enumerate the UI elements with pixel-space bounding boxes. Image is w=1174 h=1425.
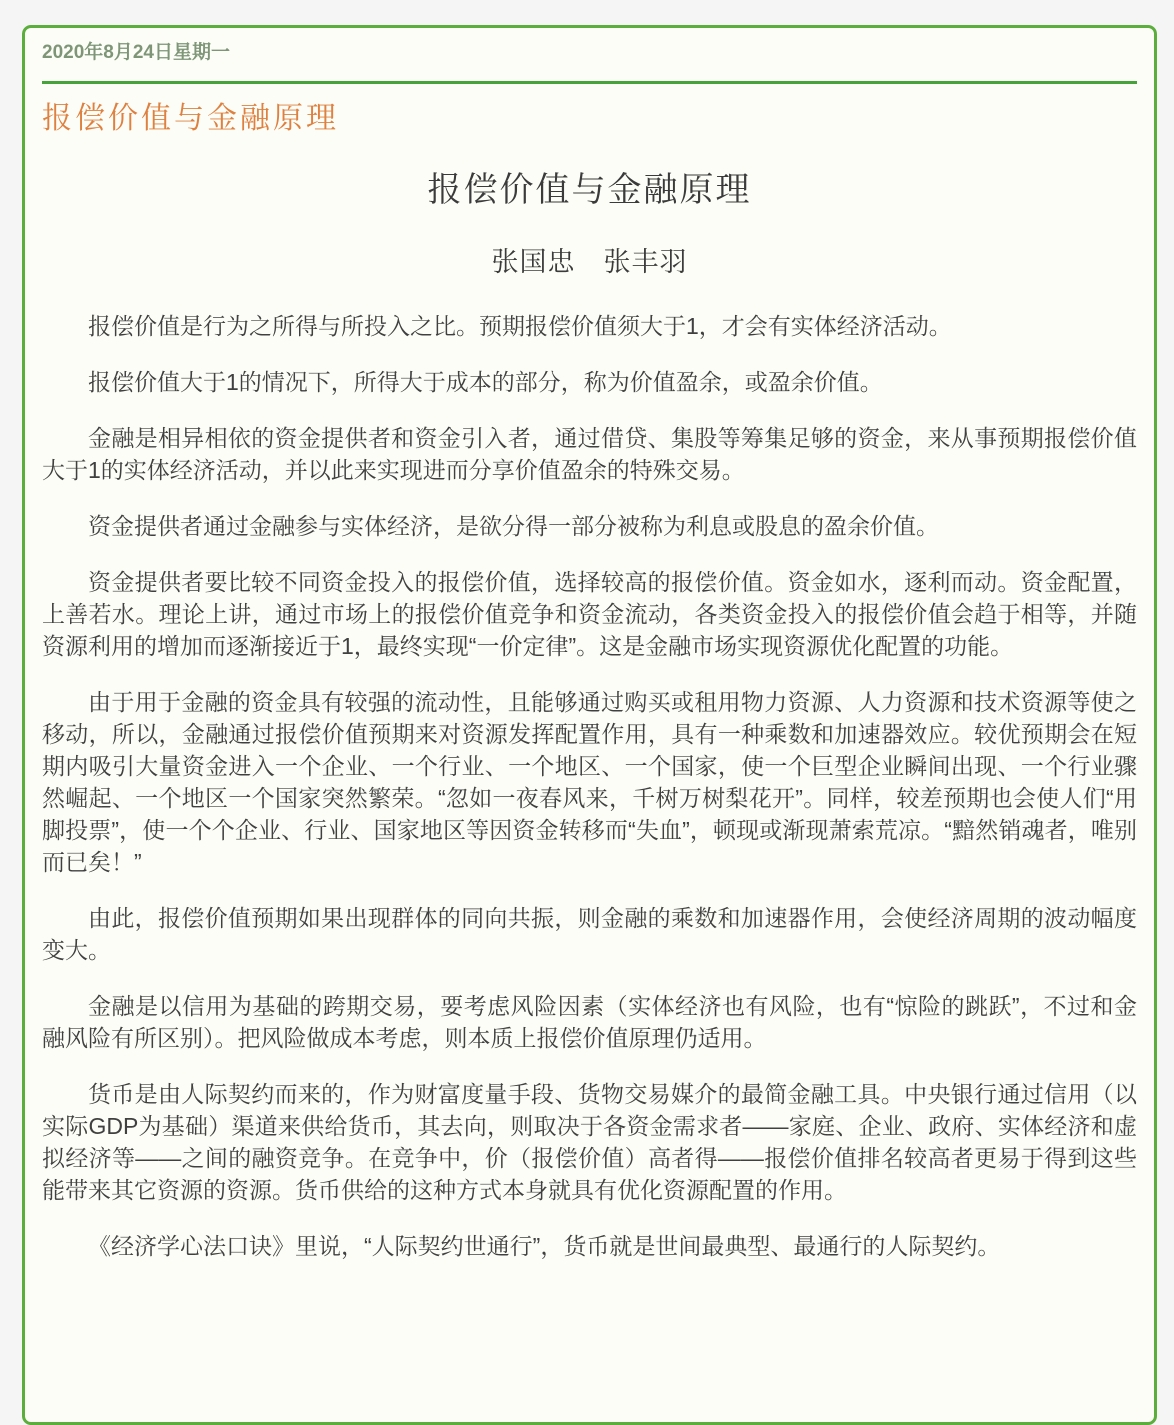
article-paragraph: 报偿价值大于1的情况下，所得大于成本的部分，称为价值盈余，或盈余价值。 (88, 369, 883, 395)
article (42, 173, 1137, 1262)
document-authors: 张国忠 张丰羽 (491, 247, 688, 277)
article-body (42, 310, 1137, 1262)
article-paragraph: 报偿价值是行为之所得与所投入之比。预期报偿价值须大于1，才会有实体经济活动。 (88, 313, 952, 339)
article-paragraph: 资金提供者要比较不同资金投入的报偿价值，选择较高的报偿价值。资金如水，逐利而动。资金配置，上善若水。理论上讲，通过市场上的报偿价值竞争和资金流动，各类资金投入的报偿价值会趋于相等，并随资源利用的增加而逐渐接近于1，最终实现“一价定律”。这是金融市场实现资源优化配置的功能。 (42, 569, 1137, 659)
post-date: 2020年8月24日星期一 (42, 42, 230, 63)
article-paragraph: 货币是由人际契约而来的，作为财富度量手段、货物交易媒介的最简金融工具。中央银行通过信用（以实际GDP为基础）渠道来供给货币，其去向，则取决于各资金需求者——家庭、企业、政府、实体经济和虚拟经济等——之间的融资竞争。在竞争中，价（报偿价值）高者得——报偿价值排名较高者更易于得到这些能带来其它资源的资源。货币供给的这种方式本身就具有优化资源配置的作用。 (42, 1081, 1137, 1203)
article-paragraph: 由此，报偿价值预期如果出现群体的同向共振，则金融的乘数和加速器作用，会使经济周期的波动幅度变大。 (42, 905, 1137, 963)
article-paragraph: 《经济学心法口诀》里说，“人际契约世通行”，货币就是世间最典型、最通行的人际契约。 (88, 1233, 1001, 1259)
post-card (22, 25, 1157, 1425)
date-divider (42, 81, 1137, 84)
article-paragraph: 资金提供者通过金融参与实体经济，是欲分得一部分被称为利息或股息的盈余价值。 (88, 513, 939, 539)
post-title-link[interactable]: 报偿价值与金融原理 (42, 102, 339, 135)
article-paragraph: 金融是以信用为基础的跨期交易，要考虑风险因素（实体经济也有风险，也有“惊险的跳跃”，不过和金融风险有所区别）。把风险做成本考虑，则本质上报偿价值原理仍适用。 (42, 993, 1137, 1051)
article-paragraph: 金融是相异相依的资金提供者和资金引入者，通过借贷、集股等筹集足够的资金，来从事预期报偿价值大于1的实体经济活动，并以此来实现进而分享价值盈余的特殊交易。 (42, 425, 1137, 483)
document-title: 报偿价值与金融原理 (427, 172, 752, 209)
article-paragraph: 由于用于金融的资金具有较强的流动性，且能够通过购买或租用物力资源、人力资源和技术资源等使之移动，所以，金融通过报偿价值预期来对资源发挥配置作用，具有一种乘数和加速器效应。较优预期会在短期内吸引大量资金进入一个企业、一个行业、一个地区、一个国家，使一个巨型企业瞬间出现、一个行业骤然崛起、一个地区一个国家突然繁荣。“忽如一夜春风来，千树万树梨花开”。同样，较差预期也会使人们“用脚投票”，使一个个企业、行业、国家地区等因资金转移而“失血”，顿现或渐现萧索荒凉。“黯然销魂者，唯别而已矣！” (42, 689, 1137, 875)
